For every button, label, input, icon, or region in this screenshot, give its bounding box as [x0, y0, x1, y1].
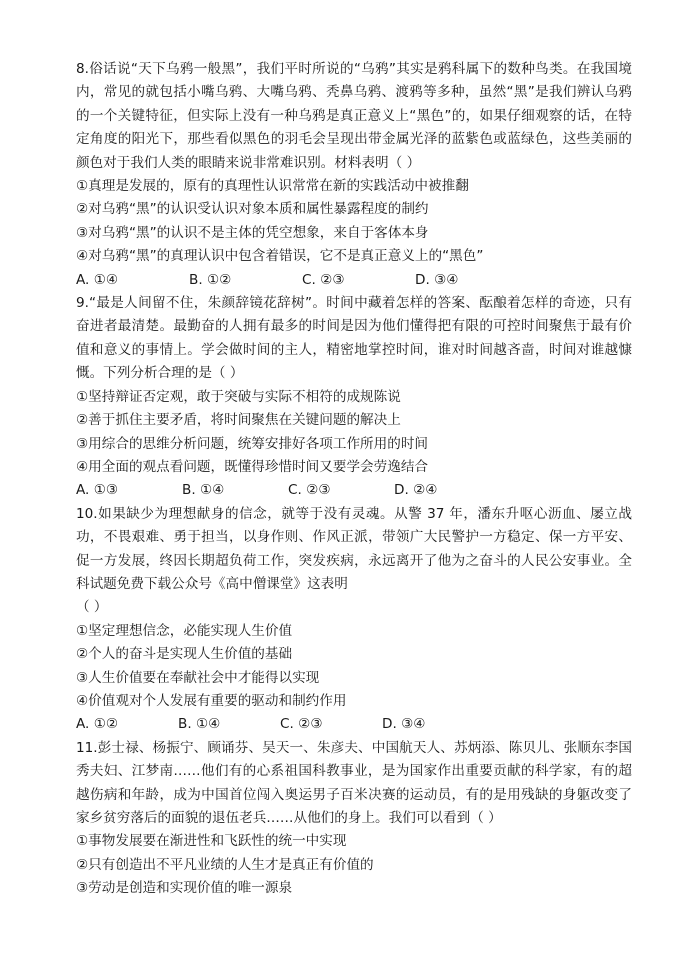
question-10-choice-d: D. ③④	[382, 716, 426, 733]
question-8-choice-a: A. ①④	[76, 271, 119, 288]
question-8-option-2: ②对乌鸦“黑”的认识受认识对象本质和属性暴露程度的制约	[76, 201, 429, 218]
question-8-choice-c: C. ②③	[302, 271, 345, 288]
question-9-choice-c: C. ②③	[288, 482, 331, 499]
question-9-choice-d: D. ②④	[394, 482, 438, 499]
question-10-option-2: ②个人的奋斗是实现人生价值的基础	[76, 646, 293, 663]
question-10	[76, 503, 632, 737]
question-10-choice-c: C. ②③	[280, 716, 323, 733]
question-8-choice-b: B. ①②	[189, 271, 232, 288]
question-10-choices	[76, 713, 632, 736]
question-10-option-1: ①坚定理想信念，必能实现人生价值	[76, 622, 293, 639]
question-8-choice-d: D. ③④	[415, 271, 459, 288]
question-8-option-3: ③对乌鸦“黑”的认识不是主体的凭空想象，来自于客体本身	[76, 224, 429, 241]
question-10-choice-a: A. ①②	[76, 716, 119, 733]
question-8-choices	[76, 269, 632, 292]
question-11-option-2: ②只有创造出不平凡业绩的人生才是真正有价值的	[76, 856, 374, 873]
question-9-stem: 9.“最是人间留不住，朱颜辞镜花辞树”。时间中藏着怎样的答案、酝酿着怎样的奇迹，只有奋进者最清楚。最勤奋的人拥有最多的时间是因为他们懂得把有限的可控时间聚焦于最有价值和意义的事情上。学会做时间的主人，精密地掌控时间，谁对时间越吝啬，时间对谁越慷慨。下列分析合理的是（ ）	[76, 295, 632, 382]
question-9-choice-b: B. ①④	[182, 482, 225, 499]
question-11	[76, 737, 632, 901]
question-11-option-3: ③劳动是创造和实现价值的唯一源泉	[76, 880, 293, 897]
question-9-option-4: ④用全面的观点看问题，既懂得珍惜时间又要学会劳逸结合	[76, 458, 429, 475]
question-10-choice-b: B. ①④	[178, 716, 221, 733]
question-9-choices	[76, 479, 632, 502]
question-9-choice-a: A. ①③	[76, 482, 119, 499]
question-10-stem: 10.如果缺少为理想献身的信念，就等于没有灵魂。从警 37 年，潘东升呕心沥血、屡立战功，不畏艰难、勇于担当，以身作则、作风正派，带领广大民警护一方稳定、保一方平安、促一方发展，终因长期超负荷工作，突发疾病，永远离开了他为之奋斗的人民公安事业。全科试题免费下载公众号《高中僧课堂》这表明	[76, 505, 632, 592]
question-11-stem: 11.彭士禄、杨振宁、顾诵芬、吴天一、朱彦夫、中国航天人、苏炳添、陈贝儿、张顺东李国秀夫妇、江梦南……他们有的心系祖国科教事业，是为国家作出重要贡献的科学家，有的超越伤病和年龄，成为中国首位闯入奥运男子百米决赛的运动员，有的是用残缺的身躯改变了家乡贫穷落后的面貌的退伍老兵……从他们的身上。我们可以看到（ ）	[76, 739, 632, 826]
question-8-option-4: ④对乌鸦“黑”的真理认识中包含着错误，它不是真正意义上的“黑色”	[76, 248, 484, 265]
question-8-stem: 8.俗话说“天下乌鸦一般黑”，我们平时所说的“乌鸦”其实是鸦科属下的数种鸟类。在我国境内，常见的就包括小嘴乌鸦、大嘴乌鸦、秃鼻乌鸦、渡鸦等多种，虽然“黑”是我们辨认乌鸦的一个关键特征，但实际上没有一种乌鸦是真正意义上“黑色”的，如果仔细观察的话，在特定角度的阳光下，那些看似黑色的羽毛会呈现出带金属光泽的蓝紫色或蓝绿色，这些美丽的颜色对于我们人类的眼睛来说非常难识别。材料表明（ ）	[76, 61, 632, 171]
question-11-option-1: ①事物发展要在渐进性和飞跃性的统一中实现	[76, 833, 347, 850]
question-9-option-3: ③用综合的思维分析问题，统筹安排好各项工作所用的时间	[76, 435, 429, 452]
question-9-option-1: ①坚持辩证否定观，敢于突破与实际不相符的成规陈说	[76, 388, 401, 405]
question-8	[76, 58, 632, 292]
question-9	[76, 292, 632, 503]
question-9-option-2: ②善于抓住主要矛盾，将时间聚焦在关键问题的解决上	[76, 412, 401, 429]
question-10-option-3: ③人生价值要在奉献社会中才能得以实现	[76, 669, 320, 686]
question-10-option-4: ④价值观对个人发展有重要的驱动和制约作用	[76, 692, 347, 709]
question-8-option-1: ①真理是发展的，原有的真理性认识常常在新的实践活动中被推翻	[76, 178, 469, 195]
question-10-answer-blank: （ ）	[76, 599, 108, 616]
